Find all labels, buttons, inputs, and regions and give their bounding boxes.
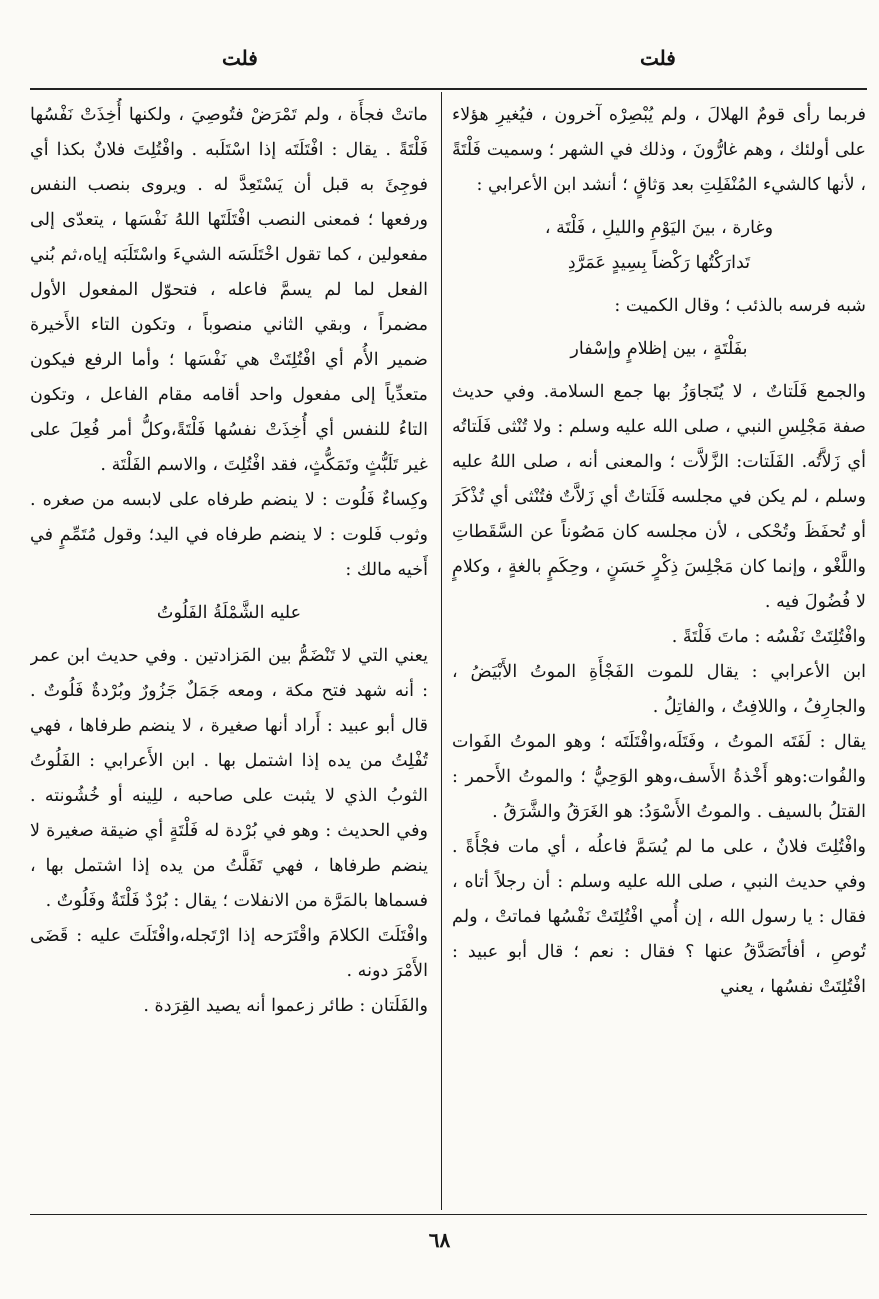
verse-line: وغارة ، بينَ اليَوْمِ والليلِ ، فَلْتَة ، (544, 218, 774, 238)
paragraph: وافْتُلِتَتْ نَفْسُه : ماتَ فَلْتَةً . (671, 627, 866, 647)
paragraph: شبه فرسه بالذئب ؛ وقال الكميت : (614, 296, 866, 316)
column-divider (441, 92, 442, 1210)
paragraph: وافْتُلِتَ فلانٌ ، على ما لم يُسَمَّ فاعلُه ، أي مات فجْأَةً . وفي حديث النبي ، صلى الله عليه وسلم : أن رجلاً أتاه ، فقال : يا رسول الله ، إن أُمي افْتُلِتَتْ نَفْسُها فماتتْ ، ولم تُوصِ ، أفأتَصَدَّقُ عنها ؟ فقال : نعم ؛ قال أبو عبيد : افْتُلِتَتْ نفسُها ، يعني (452, 837, 866, 997)
paragraph: والفَلَتان : طائر زعموا أنه يصيد القِرَدة . (143, 996, 428, 1016)
paragraph: والجمع فَلَتاتٌ ، لا يُتَجاوَزُ بها جمع السلامة. وفي حديث صفة مَجْلِسِ النبي ، صلى الله عليه وسلم : ولا تُنْثى فَلَتاتُه أي زَلاَّتُه. الفَلَتات: الزَّلاَّت ؛ والمعنى أنه ، صلى اللهُ عليه وسلم ، لم يكن في مجلسه فَلَتاتٌ أي زَلاَّتٌ فتُنْثى أي تُذْكَرَ أو تُحفَظَ وتُحْكى ، لأن مجلسه كان مَصُوناً عن السَّقَطاتِ واللَّغْو ، وإنما كان مَجْلِسَ ذِكْرٍ حَسَنٍ ، وحِكَمٍ بالغةٍ ، وكلامٍ لا فُضُولَ فيه . (452, 382, 866, 612)
paragraph: وافْتَلَتَ الكلامَ واقْتَرَحه إذا ارْتَجله،وافْتَلَتَ عليه : قَضَى الأَمْرَ دونه . (30, 926, 428, 981)
verse-line: عليه الشَّمْلَةُ الفَلُوتُ (156, 603, 302, 623)
paragraph: ابن الأعرابي : يقال للموت الفَجْأَةِ الموتُ الأَبْيَضُ ، والجارِفُ ، واللافِتُ ، والفاتِلُ . (452, 662, 866, 717)
left-column (30, 98, 428, 1208)
header-rule (30, 88, 867, 90)
running-head-right: فلت (640, 46, 676, 70)
paragraph: فربما رأى قومٌ الهلالَ ، ولم يُبْصِرْه آخرون ، فيُغيرِ هؤلاء على أولئك ، وهم غارُّونَ ، وذلك في الشهر ؛ وسميت فَلْتَةً ، لأنها كالشيء المُنْفَلِتِ بعد وَثاقٍ ؛ أنشد ابن الأعرابي : (452, 105, 866, 195)
paragraph: يقال : لَفَتَه الموتُ ، وفَتَلَه،وافْتَلَتَه ؛ وهو الموتُ الفَوات والفُوات:وهو أَخْذةُ الأَسف،وهو الوَحِيُّ ؛ والموتُ الأَحمر : القتلُ بالسيف . والموتُ الأَسْوَدُ: هو الغَرَقُ والشَّرَقُ . (452, 732, 866, 822)
running-head-left: فلت (222, 46, 258, 70)
verse-line: تَدارَكْتُها رَكْضاً بِسِيدٍ عَمَرَّدِ (567, 253, 751, 273)
paragraph: وكِساءٌ فَلُوت : لا ينضم طرفاه على لابسه من صغره . وثوب فَلوت : لا ينضم طرفاه في اليد؛ وقول مُتَمِّمٍ في أَخيه مالك : (30, 490, 428, 580)
verse-line: بفَلْتَةٍ ، بين إظلامٍ وإسْفار (570, 339, 748, 359)
footer-rule (30, 1214, 867, 1215)
paragraph: يعني التي لا تَنْضَمُّ بين المَزادتين . وفي حديث ابن عمر : أنه شهد فتح مكة ، ومعه جَمَلٌ جَزُورٌ وبُرْدةٌ فَلُوتٌ . قال أبو عبيد : أَراد أنها صغيرة ، لا ينضم طرفاها ، فهي تُفْلِتُ من يده إذا اشتمل بها . ابن الأَعرابي : الفَلُوتُ الثوبُ الذي لا يثبت على صاحبه ، للِينه أو خُشُونته . وفي الحديث : وهو في بُرْدة له فَلْتَةٍ أي ضيقة صغيرة لا ينضم طرفاها ، فهي تَفَلَّتُ من يده إذا اشتمل بها ، فسماها بالمَرَّة من الانفلات ؛ يقال : بُرْدٌ فَلْتَةٌ وفَلُوتٌ . (30, 646, 428, 911)
right-column (452, 98, 866, 1208)
page-number: ٦٨ (428, 1228, 451, 1252)
paragraph: ماتتْ فجأَة ، ولم تَمْرَضْ فتُوصِيَ ، ولكنها أُخِذَتْ نَفْسُها فَلْتَةً . يقال : افْتَلَتَه إذا اسْتَلَبه . وافْتُلِتَ فلانٌ بكذا أي فوجِئَ به قبل أن يَسْتَعِدَّ له . ويروى بنصب النفس ورفعها ؛ فمعنى النصب افْتَلَتَها اللهُ نَفْسَها ، يتعدّى إلى مفعولين ، كما تقول اخْتَلَسَه الشيءَ واسْتَلَبَه إياه،ثم بُني الفعل لما لم يسمَّ فاعله ، فتحوّل المفعول الأول مضمراً ، وبقي الثاني منصوباً ، وتكون التاء الأَخيرة ضمير الأُم أي افْتُلِتَتْ هي نَفْسَها ؛ وأما الرفع فيكون متعدِّياً إلى مفعول واحد أقامه مقام الفاعل ، وتكون التاءُ للنفس أي أُخِذَتْ نفسُها فَلْتَةً،وكلُّ أمر فُعِلَ على غير تَلَبُّثٍ وتَمَكُّثٍ، فقد افْتُلِتَ ، والاسم الفَلْتَة . (30, 105, 428, 475)
